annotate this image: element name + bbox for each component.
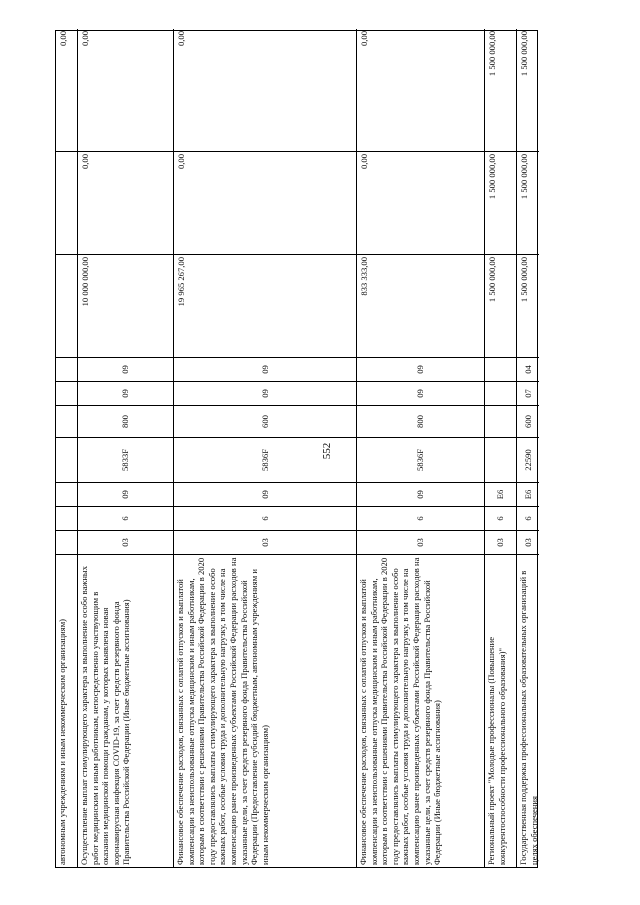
budget-table [55, 30, 538, 868]
cell-code1: 09 [78, 482, 173, 506]
cell-rz2 [485, 381, 516, 405]
cell-code1: Е6 [485, 482, 516, 506]
table-row [357, 29, 485, 867]
row-description: Государственная поддержка профессиональных образовательных организаций в целях обеспечения [517, 554, 539, 867]
cell-code2: 5836F [174, 437, 356, 482]
cell-rz2: 09 [357, 381, 484, 405]
table-grid [55, 30, 538, 868]
cell-num [56, 506, 77, 530]
cell-rz: 03 [517, 530, 539, 554]
cell-pr [56, 357, 77, 381]
cell-code1 [56, 482, 77, 506]
cell-amount-3: 0,00 [58, 31, 68, 47]
cell-pr: 04 [517, 357, 539, 381]
cell-rz: 03 [174, 530, 356, 554]
cell-amount-1: 19 965 267,00 [174, 254, 356, 357]
cell-amount-2: 1 500 000,00 [517, 151, 539, 254]
cell-vr: 600 [174, 405, 356, 437]
table-row [56, 29, 78, 867]
row-description: Финансовое обеспечение расходов, связанных с оплатой отпусков и выплатой компенсации за неиспользованные отпуска медицинским и иным работникам, которым в соответствии с решениями Правительства Российской Федерации в 2020 году предоставлялись выплаты стимулирующего характера за выполнение особо важных работ, особые условия труда и дополнительную нагрузку, в том числе на компенсацию ранее произведенных субъектами Российской Федерации расходов на указанные цели, за счет средств резервного фонда Правительства Российской Федерации (Иные бюджетные ассигнования) [357, 554, 484, 867]
cell-code2: 5833F [78, 437, 173, 482]
cell-pr: 09 [78, 357, 173, 381]
cell-rz2: 09 [78, 381, 173, 405]
cell-code1: 09 [174, 482, 356, 506]
cell-rz: 03 [485, 530, 516, 554]
row-description: Финансовое обеспечение расходов, связанных с оплатой отпусков и выплатой компенсации за неиспользованные отпуска медицинским и иным работникам, которым в соответствии с решениями Правительства Российской Федерации в 2020 году предоставлялись выплаты стимулирующего характера за выполнение особо важных работ, особые условия труда и дополнительную нагрузку, в том числе на компенсацию ранее произведенных субъектами Российской Федерации расходов на указанные цели, за счет средств резервного фонда Правительства Российской Федерации (Предоставление субсидий бюджетным, автономным учреждениям и иным некоммерческим организациям) [174, 554, 356, 867]
cell-code2: 22590 [517, 437, 539, 482]
cell-rz2: 09 [174, 381, 356, 405]
cell-amount-2 [56, 151, 77, 254]
cell-vr [485, 405, 516, 437]
cell-code2 [485, 437, 516, 482]
cell-amount-2: 0,00 [357, 151, 484, 254]
table-row [517, 29, 539, 867]
cell-amount-1 [56, 254, 77, 357]
cell-vr: 600 [517, 405, 539, 437]
table-row [485, 29, 517, 867]
cell-amount-3: 0,00 [359, 31, 369, 47]
cell-code1: 09 [357, 482, 484, 506]
cell-num: 6 [174, 506, 356, 530]
cell-amount-2: 0,00 [78, 151, 173, 254]
cell-code2: 5836F [357, 437, 484, 482]
table-row [78, 29, 174, 867]
cell-pr [485, 357, 516, 381]
cell-rz2: 07 [517, 381, 539, 405]
cell-amount-3: 1 500 000,00 [519, 31, 529, 77]
cell-code2 [56, 437, 77, 482]
cell-amount-1: 833 333,00 [357, 254, 484, 357]
cell-num: 6 [78, 506, 173, 530]
cell-rz: 03 [78, 530, 173, 554]
cell-rz [56, 530, 77, 554]
row-description: Осуществление выплат стимулирующего характера за выполнение особо важных работ медицинским и иным работникам, непосредственно участвующим в оказании медицинской помощи гражданам, у которых выявлена новая коронавирусная инфекция COVID-19, за счет средств резервного фонда Правительства Российской Федерации (Иные бюджетные ассигнования) [78, 554, 173, 867]
cell-num: 6 [517, 506, 539, 530]
cell-amount-3: 1 500 000,00 [487, 31, 497, 77]
row-description: Региональный проект "Молодые профессионалы (Повышение конкурентоспособности профессионального образования)" [485, 554, 516, 867]
cell-pr: 09 [357, 357, 484, 381]
cell-amount-1: 1 500 000,00 [517, 254, 539, 357]
cell-pr: 09 [174, 357, 356, 381]
cell-amount-1: 10 000 000,00 [78, 254, 173, 357]
cell-amount-2: 1 500 000,00 [485, 151, 516, 254]
cell-num: 6 [357, 506, 484, 530]
page-number: 552 [321, 442, 333, 460]
cell-vr: 800 [357, 405, 484, 437]
cell-vr: 800 [78, 405, 173, 437]
cell-amount-1: 1 500 000,00 [485, 254, 516, 357]
row-description: автономным учреждениям и иным некоммерческим организациям) [56, 554, 77, 867]
cell-amount-2: 0,00 [174, 151, 356, 254]
table-row [174, 29, 357, 867]
cell-amount-3: 0,00 [80, 31, 90, 47]
cell-vr [56, 405, 77, 437]
cell-code1: Е6 [517, 482, 539, 506]
cell-num: 6 [485, 506, 516, 530]
cell-rz: 03 [357, 530, 484, 554]
cell-amount-3: 0,00 [176, 31, 186, 47]
cell-rz2 [56, 381, 77, 405]
